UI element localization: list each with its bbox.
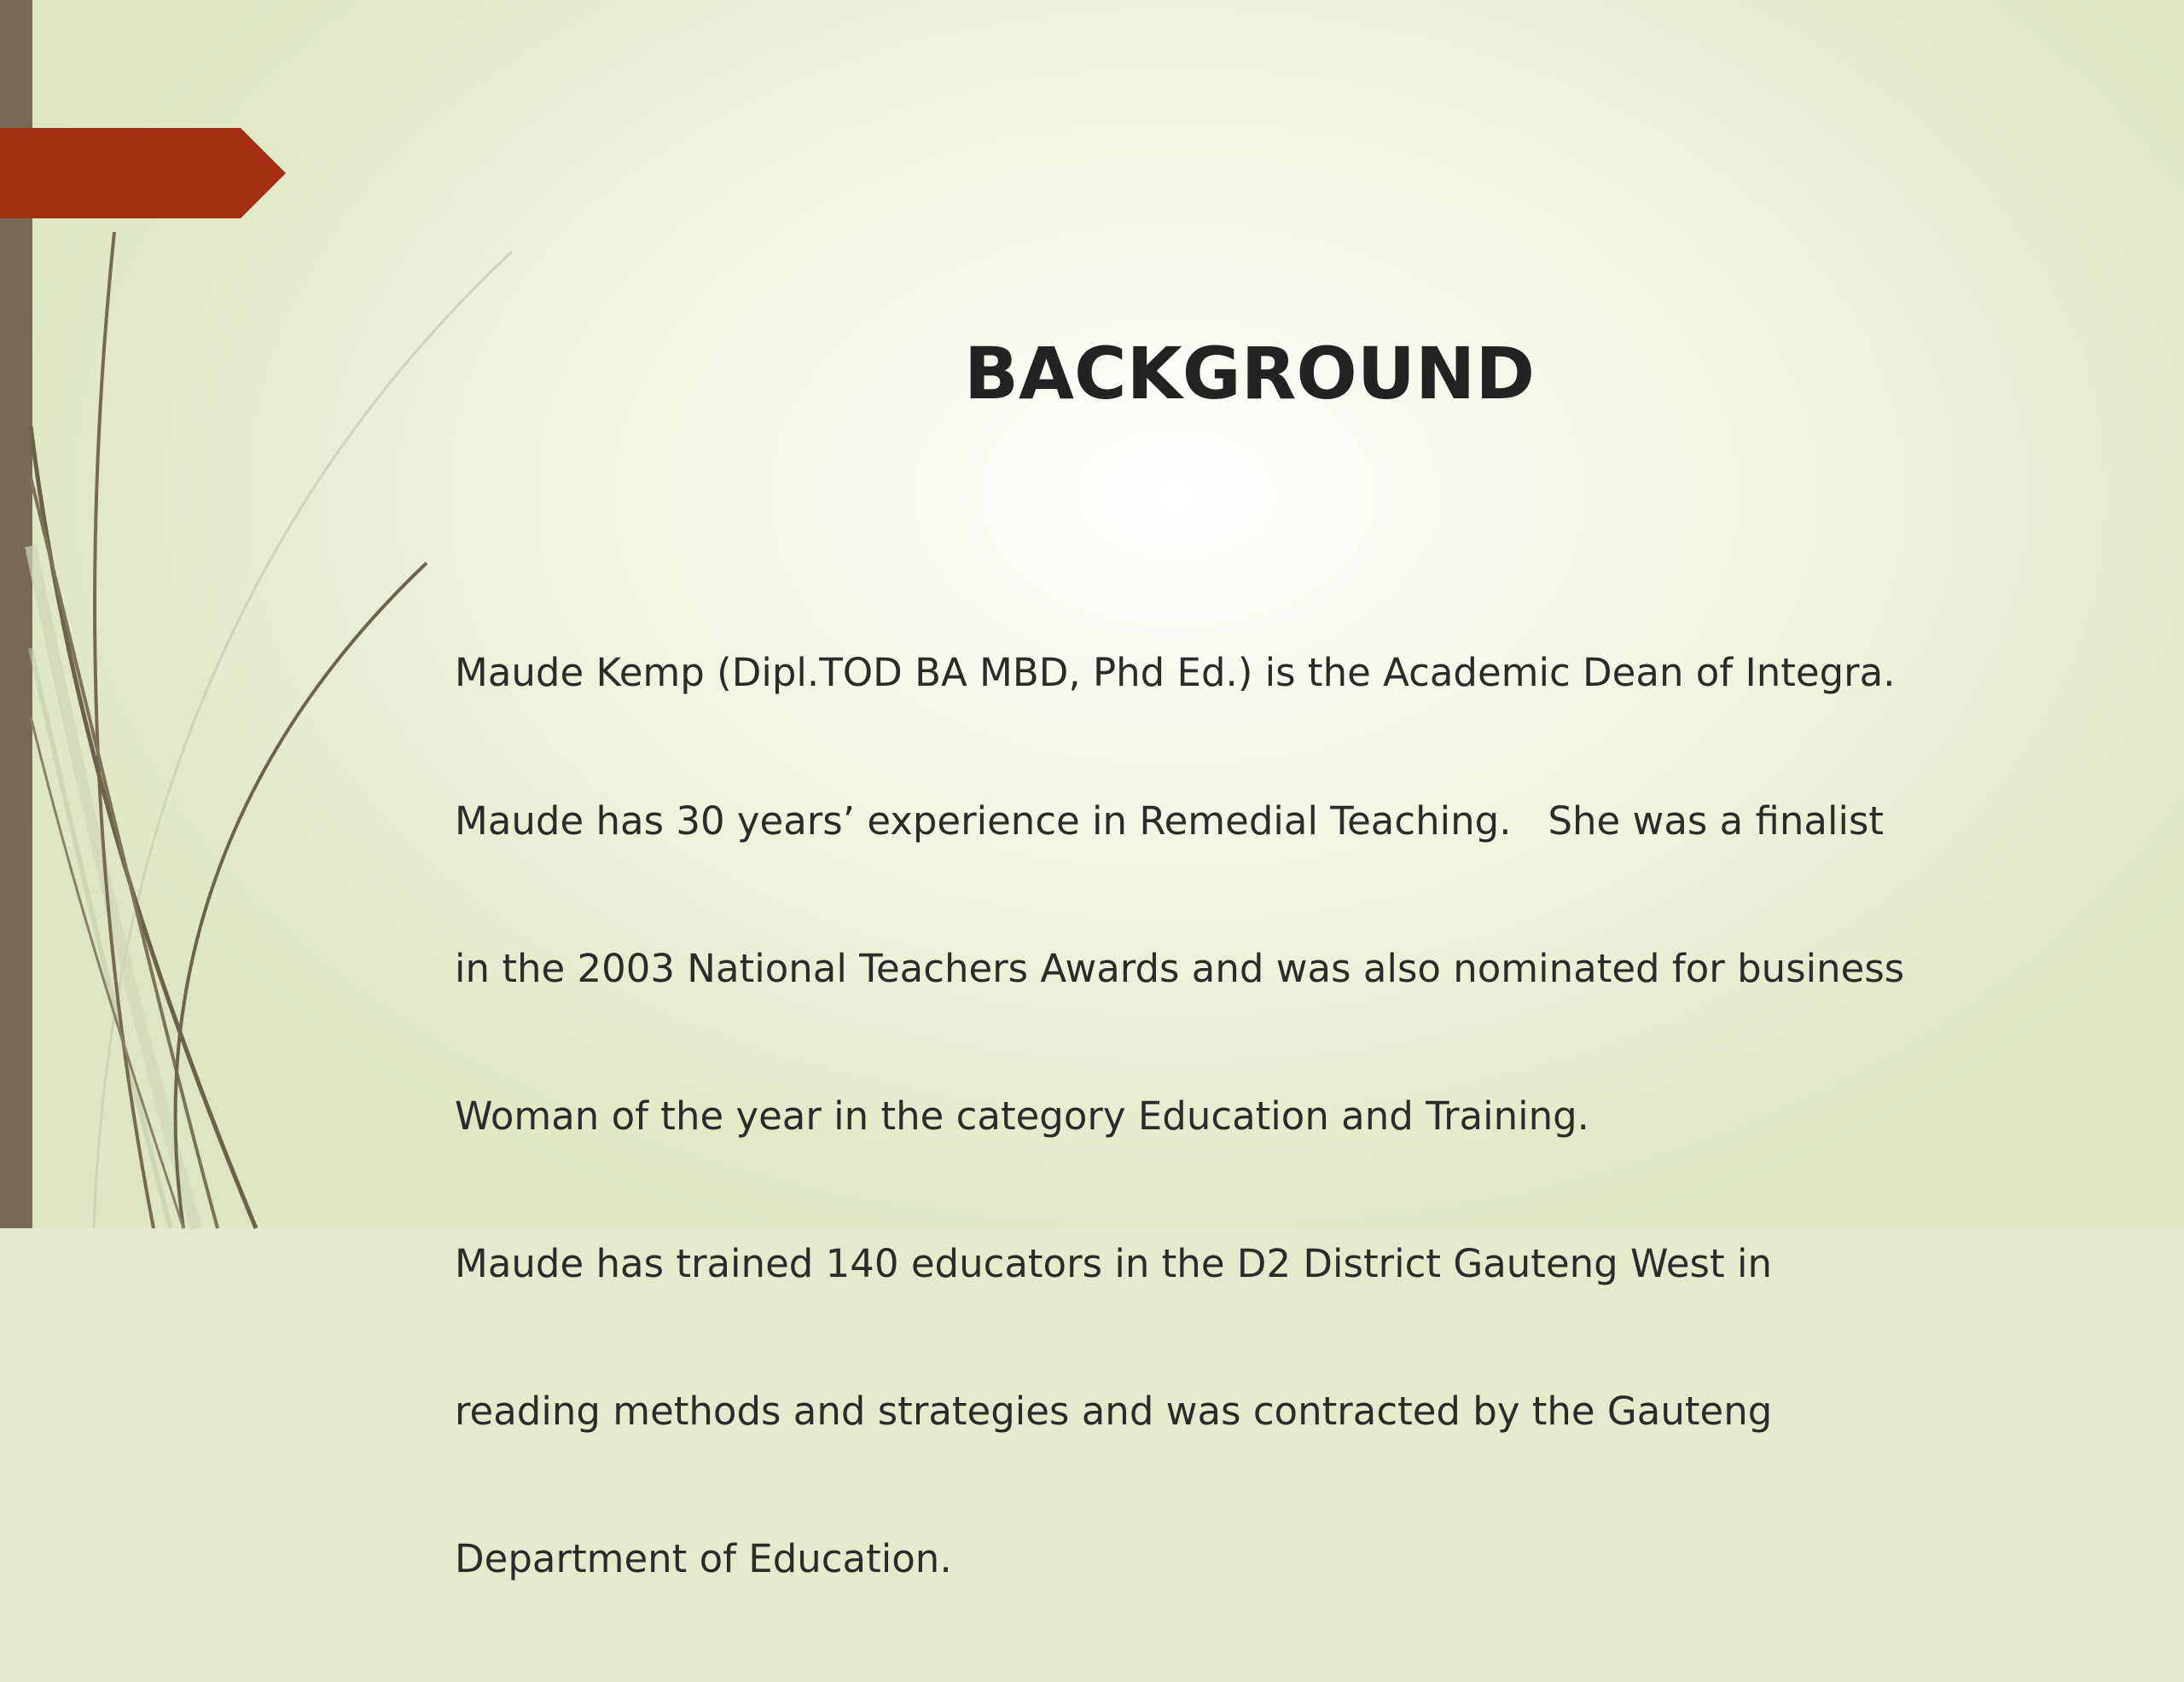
body-line: Department of Education. (455, 1536, 952, 1582)
body-line: reading methods and strategies and was contracted by the Gauteng (455, 1388, 1773, 1434)
body-line: Woman of the year in the category Education and Training. (455, 1093, 1589, 1139)
slide-title: BACKGROUND (964, 332, 1536, 415)
body-line: Maude has trained 140 educators in the D2 District Gauteng West in (455, 1240, 1772, 1286)
arrow-tab (0, 128, 286, 218)
body-line: Maude has 30 years’ experience in Remedial Teaching. She was a finalist (455, 798, 1885, 844)
body-line: in the 2003 National Teachers Awards and was also nominated for business (455, 945, 1905, 991)
slide-body-text (455, 550, 2076, 1682)
body-line: Maude Kemp (Dipl.TOD BA MBD, Phd Ed.) is the Academic Dean of Integra. (455, 650, 1896, 696)
